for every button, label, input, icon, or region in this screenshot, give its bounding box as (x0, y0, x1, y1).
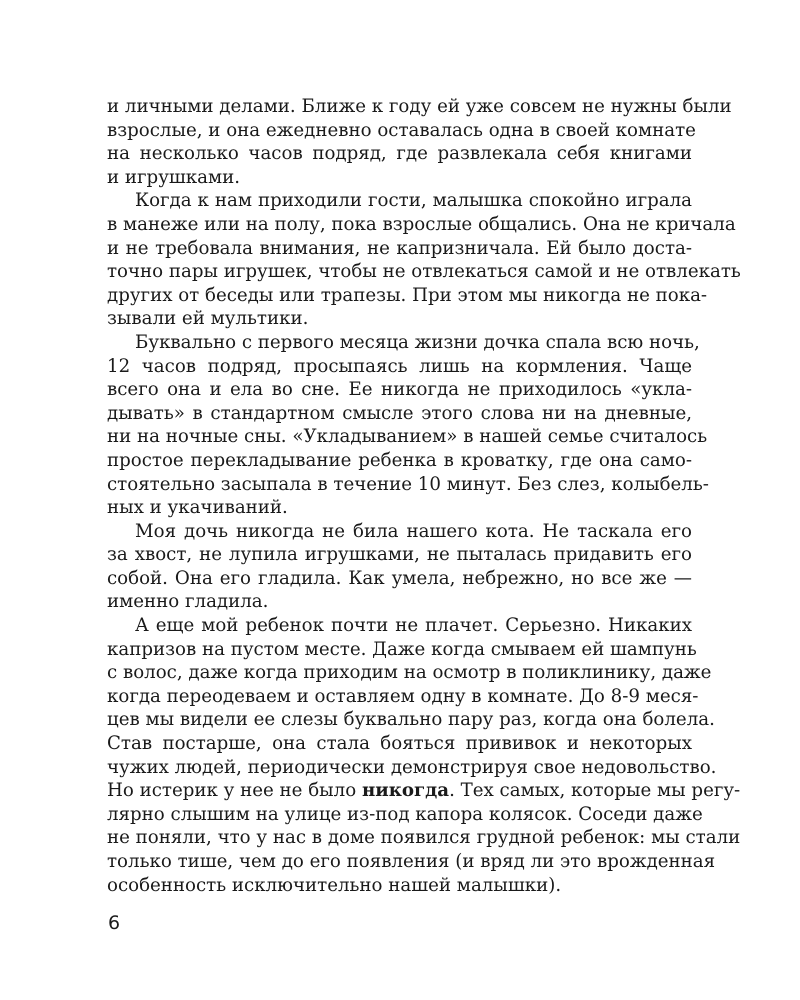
text-line-with-emphasis (107, 779, 741, 803)
text-line: Буквально с первого месяца жизни дочка спала всю ночь, (135, 331, 700, 353)
text-line: в манеже или на полу, пока взрослые общались. Она не кричала (107, 213, 736, 235)
text-line: лярно слышим на улице из-под капора колясок. Соседи даже (107, 803, 703, 825)
text-line: собой. Она его гладила. Как умела, небрежно, но все же — (107, 567, 692, 589)
text-line: Когда к нам приходили гости, малышка спокойно играла (135, 190, 692, 212)
book-page-text (107, 95, 741, 897)
text-line: и не требовала внимания, не капризничала. Ей было доста- (107, 237, 692, 259)
text-line: простое перекладывание ребенка в кроватку, где она само- (107, 449, 692, 471)
text-line: именно гладила. (107, 591, 269, 613)
text-line: А еще мой ребенок почти не плачет. Серьезно. Никаких (135, 615, 692, 637)
text-line: Став постарше, она стала бояться прививок и некоторых (107, 733, 692, 755)
text-line: дывать» в стандартном смысле этого слова ни на дневные, (107, 402, 692, 424)
text-line: только тише, чем до его появления (и вряд ли это врожденная (107, 851, 716, 872)
text-line: и игрушками. (107, 166, 241, 188)
text-line: за хвост, не лупила игрушками, не пыталась придавить его (107, 544, 692, 566)
text-line: капризов на пустом месте. Даже когда смываем ей шампунь (107, 638, 697, 660)
text-line: 12 часов подряд, просыпаясь лишь на кормления. Чаще (107, 355, 692, 377)
text-line: и личными делами. Ближе к году ей уже совсем не нужны были (107, 96, 732, 117)
emphasis-word: никогда (361, 780, 450, 802)
text-line: Моя дочь никогда не била нашего кота. Не таскала его (135, 520, 692, 542)
text-line: с волос, даже когда приходим на осмотр в поликлинику, даже (107, 662, 712, 684)
text-line: зывали ей мультики. (107, 308, 309, 330)
text-line: взрослые, и она ежедневно оставалась одна в своей комнате (107, 119, 696, 141)
text-line: ни на ночные сны. «Укладыванием» в нашей семье считалось (107, 426, 708, 448)
text-segment: . Тех самых, которые мы регу- (449, 780, 741, 802)
text-line: не поняли, что у нас в доме появился грудной ребенок: мы стали (107, 827, 741, 849)
text-line: всего она и ела во сне. Ее никогда не приходилось «укла- (107, 379, 692, 401)
text-segment: Но истерик у нее не было (107, 780, 362, 802)
text-line: точно пары игрушек, чтобы не отвлекаться самой и не отвлекать (107, 261, 741, 283)
text-line: на несколько часов подряд, где развлекала себя книгами (107, 143, 692, 165)
text-line: цев мы видели ее слезы буквально пару раз, когда она болела. (107, 709, 715, 731)
text-line: особенность исключительно нашей малышки). (107, 874, 562, 896)
page-number: 6 (108, 912, 121, 934)
text-line: других от беседы или трапезы. При этом мы никогда не пока- (107, 284, 708, 306)
text-line: стоятельно засыпала в течение 10 минут. Без слез, колыбель- (107, 473, 709, 495)
text-line: ных и укачиваний. (107, 497, 288, 519)
text-line: когда переодеваем и оставляем одну в комнате. До 8-9 меся- (107, 685, 699, 707)
text-line: чужих людей, периодически демонстрируя свое недовольство. (107, 756, 717, 778)
